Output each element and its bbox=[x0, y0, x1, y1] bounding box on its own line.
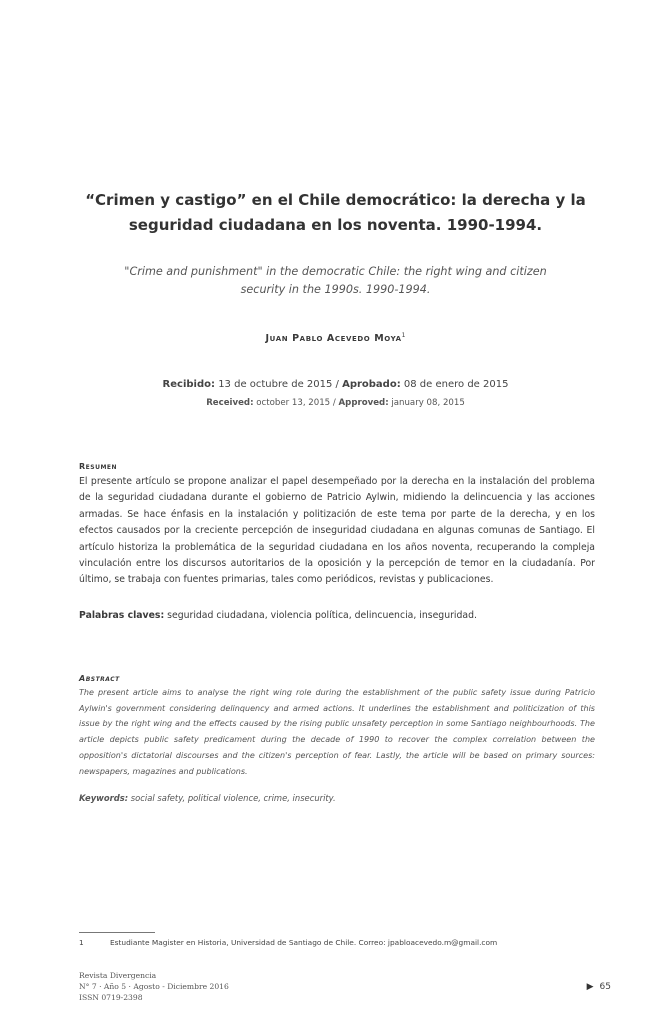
footnote-divider bbox=[79, 932, 155, 933]
page-number: 65 bbox=[599, 982, 611, 992]
approved-label-en: Approved: bbox=[338, 398, 389, 408]
article-subtitle bbox=[80, 263, 591, 299]
subtitle-line-1: "Crime and punishment" in the democratic Chile: the right wing and citizen bbox=[124, 265, 547, 278]
author-footnote-mark[interactable]: 1 bbox=[401, 332, 406, 339]
footnote-text: Estudiante Magister en Historia, Universidad de Santiago de Chile. Correo: jpabloacevedo.m@gmail.com bbox=[110, 938, 498, 947]
dates-english bbox=[0, 398, 671, 408]
approved-date-en: january 08, 2015 bbox=[391, 398, 465, 408]
author-text: Juan Pablo Acevedo Moya bbox=[265, 333, 402, 345]
keywords-english bbox=[79, 793, 595, 803]
journal-info bbox=[79, 970, 229, 1003]
resumen-body: El presente artículo se propone analizar el papel desempeñado por la derecha en la instalación del problema de la seguridad ciudadana durante el gobierno de Patricio Aylwin, midiendo la delincuencia y las acciones armadas. Se hace énfasis en la instalación y politización de este tema por parte de la derecha, y en los efectos causados por la creciente percepción de inseguridad ciudadana en algunas comunas de Santiago. El artículo historiza la problemática de la seguridad ciudadana en los años noventa, recuperando la compleja vinculación entre los discursos autoritarios de la oposición y la percepción de temor en la ciudadanía. Por último, se trabaja con fuentes primarias, tales como periódicos, revistas y publicaciones. bbox=[79, 476, 595, 586]
keywords-text-es: seguridad ciudadana, violencia política, delincuencia, inseguridad. bbox=[167, 610, 477, 621]
approved-date-es: 08 de enero de 2015 bbox=[403, 379, 509, 390]
arrow-right-icon: ▶ bbox=[586, 982, 594, 992]
approved-label-es: Aprobado: bbox=[342, 379, 401, 390]
keywords-label-es: Palabras claves: bbox=[79, 610, 165, 621]
journal-issn: ISSN 0719-2398 bbox=[79, 993, 143, 1002]
dates-spanish bbox=[0, 379, 671, 390]
received-label-es: Recibido: bbox=[162, 379, 215, 390]
received-label-en: Received: bbox=[206, 398, 254, 408]
received-date-en: october 13, 2015 / bbox=[256, 398, 336, 408]
received-date-es: 13 de octubre de 2015 / bbox=[218, 379, 339, 390]
article-title bbox=[60, 188, 611, 238]
abstract-heading: Abstract bbox=[79, 674, 120, 683]
page-number-block bbox=[587, 982, 611, 992]
footnote-number: 1 bbox=[79, 938, 84, 947]
keywords-spanish bbox=[79, 610, 595, 621]
author-name bbox=[0, 332, 671, 344]
title-line-1: “Crimen y castigo” en el Chile democrático: la derecha y la bbox=[85, 191, 586, 209]
subtitle-line-2: security in the 1990s. 1990-1994. bbox=[240, 283, 431, 296]
footnote bbox=[79, 938, 497, 947]
journal-name: Revista Divergencia bbox=[79, 971, 157, 980]
keywords-label-en: Keywords: bbox=[79, 793, 129, 803]
abstract-body: The present article aims to analyse the right wing role during the establishment of the public safety issue during Patricio Aylwin's government considering delinquency and armed actions. It underlines the establishment and politicization of this issue by the right wing and the effects caused by the rising public unsafety perception in some Santiago neighbourhoods. The article depicts public safety predicament during the decade of 1990 to recover the complex correlation between the opposition's dictatorial discourses and the citizen's perception of fear. Lastly, the article will be based on primary sources: newspapers, magazines and publications. bbox=[79, 688, 595, 776]
journal-issue: N° 7 · Año 5 · Agosto - Diciembre 2016 bbox=[79, 982, 229, 991]
keywords-text-en: social safety, political violence, crime, insecurity. bbox=[130, 793, 336, 803]
title-line-2: seguridad ciudadana en los noventa. 1990-1994. bbox=[128, 216, 543, 234]
resumen-heading: Resumen bbox=[79, 462, 118, 471]
